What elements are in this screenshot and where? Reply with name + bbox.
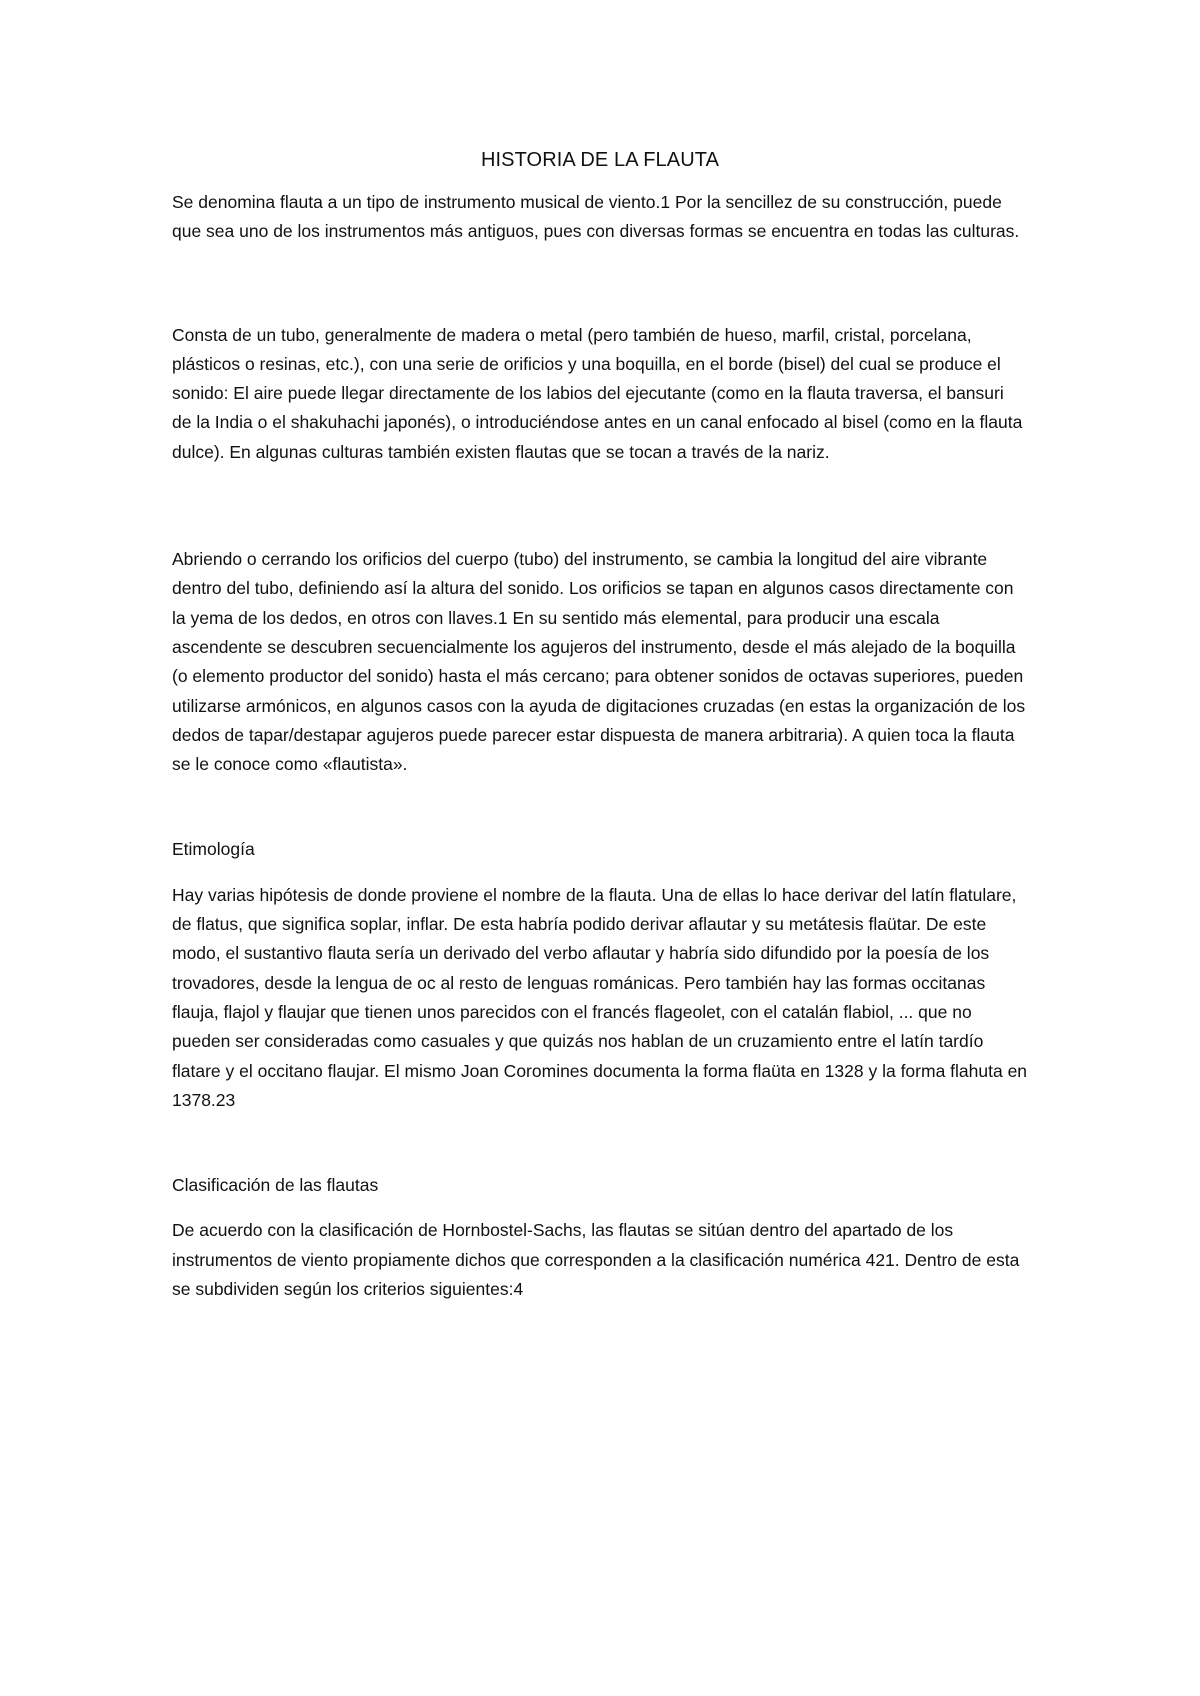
section-etymology xyxy=(172,835,1028,1115)
paragraph-technique: Abriendo o cerrando los orificios del cuerpo (tubo) del instrumento, se cambia la longitud del aire vibrante dentro del tubo, definiendo así la altura del sonido. Los orificios se tapan en algunos casos directamente con la yema de los dedos, en otros con llaves.1 En su sentido más elemental, para producir una escala ascendente se descubren secuencialmente los agujeros del instrumento, desde el más alejado de la boquilla (o elemento productor del sonido) hasta el más cercano; para obtener sonidos de octavas superiores, pueden utilizarse armónicos, en algunos casos con la ayuda de digitaciones cruzadas (en estas la organización de los dedos de tapar/destapar agujeros puede parecer estar dispuesta de manera arbitraria). A quien toca la flauta se le conoce como «flautista». xyxy=(172,549,1026,775)
document-title: HISTORIA DE LA FLAUTA xyxy=(480,149,720,171)
document-page xyxy=(172,140,1028,1304)
paragraph-construction: Consta de un tubo, generalmente de madera o metal (pero también de hueso, marfil, cristal, porcelana, plásticos o resinas, etc.), con una serie de orificios y una boquilla, en el borde (bisel) del cual se produce el sonido: El aire puede llegar directamente de los labios del ejecutante (como en la flauta traversa, el bansuri de la India o el shakuhachi japonés), o introduciéndose antes en un canal enfocado al bisel (como en la flauta dulce). En algunas culturas también existen flautas que se tocan a través de la nariz. xyxy=(172,324,1023,462)
section-text: Hay varias hipótesis de donde proviene el nombre de la flauta. Una de ellas lo hace derivar del latín flatulare, de flatus, que significa soplar, inflar. De esta habría podido derivar aflautar y su metátesis flaütar. De este modo, el sustantivo flauta sería un derivado del verbo aflautar y habría sido difundido por la poesía de los trovadores, desde la lengua de oc al resto de lenguas románicas. Pero también hay las formas occitanas flauja, flajol y flaujar que tienen unos parecidos con el francés flageolet, con el catalán flabiol, ... que no pueden ser consideradas como casuales y que quizás nos hablan de un cruzamiento entre el latín tardío flatare y el occitano flaujar. El mismo Joan Coromines documenta la forma flaüta en 1328 y la forma flahuta en 1378.23 xyxy=(172,884,1028,1110)
section-classification xyxy=(172,1171,1028,1304)
paragraph-intro: Se denomina flauta a un tipo de instrumento musical de viento.1 Por la sencillez de su construcción, puede que sea uno de los instrumentos más antiguos, pues con diversas formas se encuentra en todas las culturas. xyxy=(172,192,1020,242)
section-heading: Clasificación de las flautas xyxy=(172,1175,379,1196)
section-heading: Etimología xyxy=(172,839,255,860)
section-text: De acuerdo con la clasificación de Hornbostel-Sachs, las flautas se sitúan dentro del apartado de los instrumentos de viento propiamente dichos que corresponden a la clasificación numérica 421. Dentro de esta se subdividen según los criterios siguientes:4 xyxy=(172,1220,1020,1300)
